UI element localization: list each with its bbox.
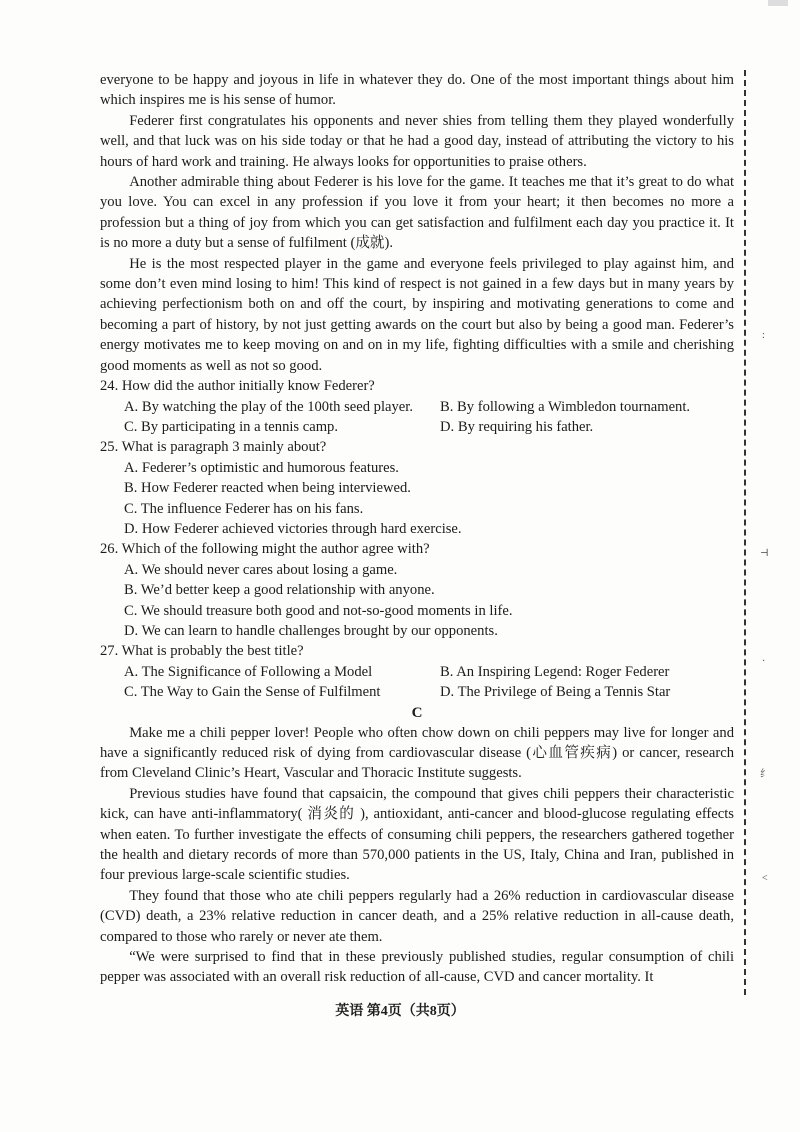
scan-edge-mark [768, 0, 788, 6]
margin-mark: : [762, 330, 765, 341]
option-a: A. The Significance of Following a Model [124, 663, 373, 680]
option-b: B. How Federer reacted when being interviewed. [124, 480, 411, 497]
binding-cut-line [744, 70, 746, 995]
margin-mark: ⊣ [760, 548, 769, 559]
option-a: A. By watching the play of the 100th seed player. [124, 398, 413, 415]
question-26 [100, 539, 734, 641]
option-b: B. We’d better keep a good relationship with anyone. [124, 582, 435, 599]
passage-b-paragraph-4: He is the most respected player in the game and everyone feels privileged to play against him, and some don’t even mind losing to him! This kind of respect is not gained in a few days but in many years by achieving perfectionism both on and off the court, by inspiring and motivating generations to come and becoming a part of history, by not just getting awards on the court but also by being a good man. Federer’s energy motivates me to keep moving on and on in my life, fighting difficulties with a smile and cherishing good moments as well as not so good. [100, 255, 734, 374]
passage-c-paragraph-2: Previous studies have found that capsaicin, the compound that gives chili peppers their characteristic kick, can have anti-inflammatory( 消炎的 ), antioxidant, anti-cancer and blood-glucose regulating effects when eaten. To further investigate the effects of consuming chili peppers, the researchers gathered together the health and dietary records of more than 570,000 patients in the US, Italy, China and Iran, published in four previous large-scale scientific studies. [100, 785, 734, 884]
option-c: C. The influence Federer has on his fans. [124, 500, 364, 517]
margin-mark: 纟 [760, 769, 770, 780]
section-heading: C [411, 704, 423, 721]
option-c: C. The Way to Gain the Sense of Fulfilment [124, 684, 381, 701]
margin-mark: ˂ [762, 873, 768, 884]
option-b: B. An Inspiring Legend: Roger Federer [440, 663, 670, 680]
option-a: A. We should never cares about losing a game. [124, 561, 398, 578]
option-b: B. By following a Wimbledon tournament. [440, 398, 691, 415]
passage-c-paragraph-1: Make me a chili pepper lover! People who often chow down on chili peppers may live for longer and have a significantly reduced risk of dying from cardiovascular disease (心血管疾病) or cancer, research from Cleveland Clinic’s Heart, Vascular and Thoracic Institute suggests. [100, 724, 734, 782]
question-27 [100, 641, 734, 702]
margin-mark: · [762, 656, 766, 667]
passage-b-paragraph-2: Federer first congratulates his opponents and never shies from telling them they played wonderfully well, and that luck was on his side today or that he had a good day, instead of attributing the victory to his hours of hard work and training. He always looks for opportunities to praise others. [100, 112, 734, 170]
question-stem: 27. What is probably the best title? [100, 643, 304, 660]
passage-b-paragraph-1: everyone to be happy and joyous in life in whatever they do. One of the most important things about him which inspires me is his sense of humor. [100, 72, 734, 109]
option-d: D. The Privilege of Being a Tennis Star [440, 684, 671, 701]
question-stem: 25. What is paragraph 3 mainly about? [100, 439, 327, 456]
option-c: C. By participating in a tennis camp. [124, 418, 338, 435]
question-stem: 26. Which of the following might the author agree with? [100, 541, 430, 558]
option-c: C. We should treasure both good and not-so-good moments in life. [124, 602, 513, 619]
question-25 [100, 437, 734, 539]
option-d: D. By requiring his father. [440, 418, 594, 435]
passage-b-paragraph-3: Another admirable thing about Federer is his love for the game. It teaches me that it’s great to do what you love. You can excel in any profession if you love it from your heart; it then becomes no more a profession but a thing of joy from which you can get satisfaction and fulfilment each day you practice it. It is no more a duty but a sense of fulfilment (成就). [100, 174, 734, 252]
passage-c-paragraph-3: They found that those who ate chili peppers regularly had a 26% reduction in cardiovascular disease (CVD) death, a 23% relative reduction in cancer death, and a 25% relative reduction in all-cause death, compared to those who rarely or never ate them. [100, 887, 734, 945]
question-24 [100, 376, 734, 437]
page-footer: 英语 第4页（共8页） [335, 1004, 465, 1019]
option-d: D. We can learn to handle challenges brought by our opponents. [124, 622, 498, 639]
passage-c-paragraph-4: “We were surprised to find that in these previously published studies, regular consumption of chili pepper was associated with an overall risk reduction of all-cause, CVD and cancer mortality. It [100, 949, 734, 986]
option-a: A. Federer’s optimistic and humorous features. [124, 459, 399, 476]
option-d: D. How Federer achieved victories through hard exercise. [124, 520, 462, 537]
question-stem: 24. How did the author initially know Federer? [100, 378, 375, 395]
exam-page [100, 70, 734, 988]
